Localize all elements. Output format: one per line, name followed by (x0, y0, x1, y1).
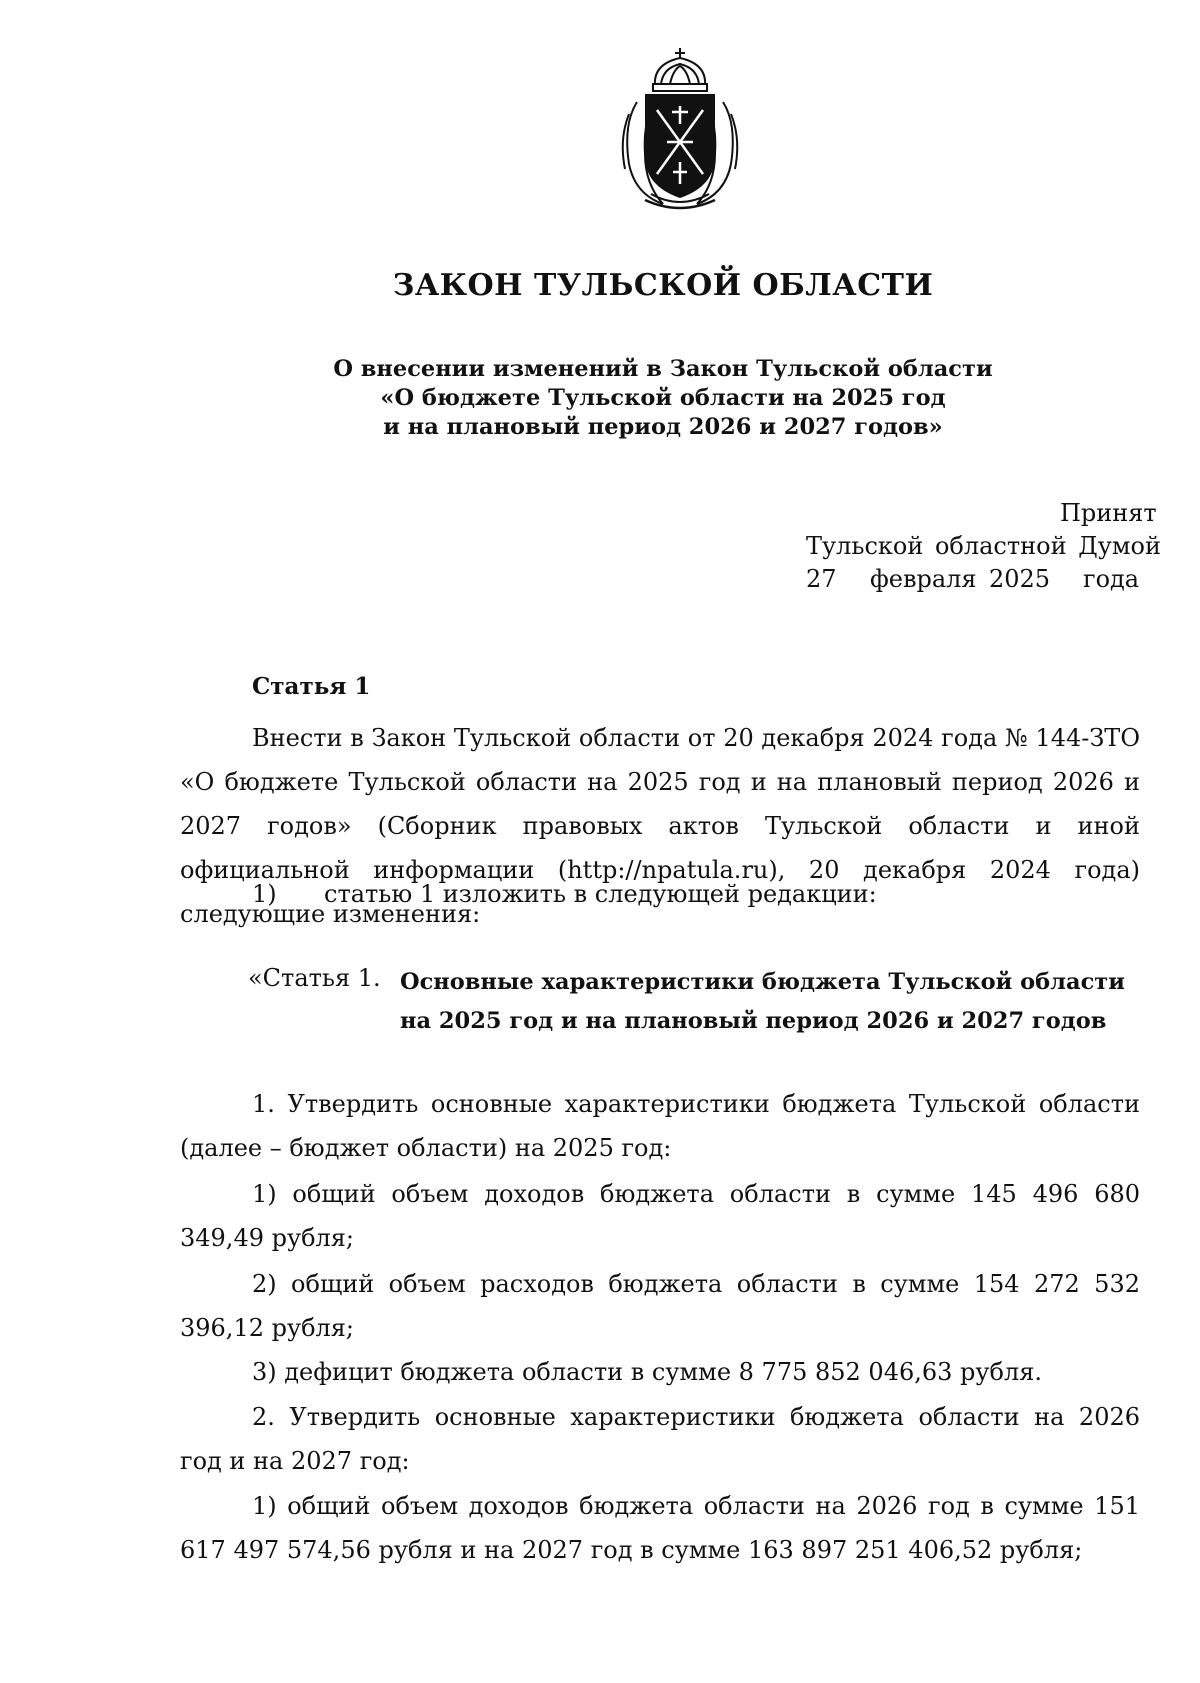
adopted-day: 27 (806, 565, 837, 593)
paragraph: 2. Утвердить основные характеристики бюджета области на 2026 год и на 2027 год: (180, 1403, 1140, 1475)
amendment-item (252, 880, 877, 908)
amendment-item-text: статью 1 изложить в следующей редакции: (324, 880, 877, 908)
subtitle-line: «О бюджете Тульской области на 2025 год (380, 385, 946, 411)
adopted-year-word: года (1083, 565, 1140, 593)
paragraph: 1) общий объем доходов бюджета области на 2026 год в сумме 151 617 497 574,56 рубля и на 2027 год в сумме 163 897 251 406,52 рубля; (180, 1492, 1140, 1564)
subtitle-line: и на плановый период 2026 и 2027 годов» (383, 414, 943, 440)
new-article-title (400, 963, 1125, 1041)
adopted-label: Принят (1060, 499, 1157, 527)
new-article-title-line: на 2025 год и на плановый период 2026 и 2027 годов (400, 1008, 1107, 1034)
document-title: ЗАКОН ТУЛЬСКОЙ ОБЛАСТИ (392, 268, 934, 303)
document-subtitle (0, 355, 1200, 442)
adopted-year: 2025 (989, 565, 1051, 593)
intro-paragraph: Внести в Закон Тульской области от 20 декабря 2024 года № 144-ЗТО «О бюджете Тульской области на 2025 год и на плановый период 2026 и 2027 годов» (Сборник правовых актов Тульской области и иной официальной информации (http://npatula.ru), 20 декабря 2024 года) следующие изменения: (180, 724, 1140, 928)
adopted-body: Тульской областной Думой (806, 532, 1161, 560)
coat-of-arms-icon (615, 44, 745, 216)
article-heading: Статья 1 (252, 673, 371, 700)
paragraph: 2) общий объем расходов бюджета области в сумме 154 272 532 396,12 рубля; (180, 1270, 1140, 1342)
adopted-month: февраля (870, 565, 977, 593)
paragraph: 1. Утвердить основные характеристики бюджета Тульской области (далее – бюджет области) на 2025 год: (180, 1090, 1140, 1162)
amendment-item-number: 1) (252, 880, 277, 908)
paragraph: 1) общий объем доходов бюджета области в сумме 145 496 680 349,49 рубля; (180, 1180, 1140, 1252)
new-article-label: «Статья 1. (248, 964, 381, 992)
new-article-title-line: Основные характеристики бюджета Тульской области (400, 969, 1125, 995)
subtitle-line: О внесении изменений в Закон Тульской области (333, 356, 993, 382)
paragraph: 3) дефицит бюджета области в сумме 8 775 852 046,63 рубля. (252, 1358, 1042, 1386)
